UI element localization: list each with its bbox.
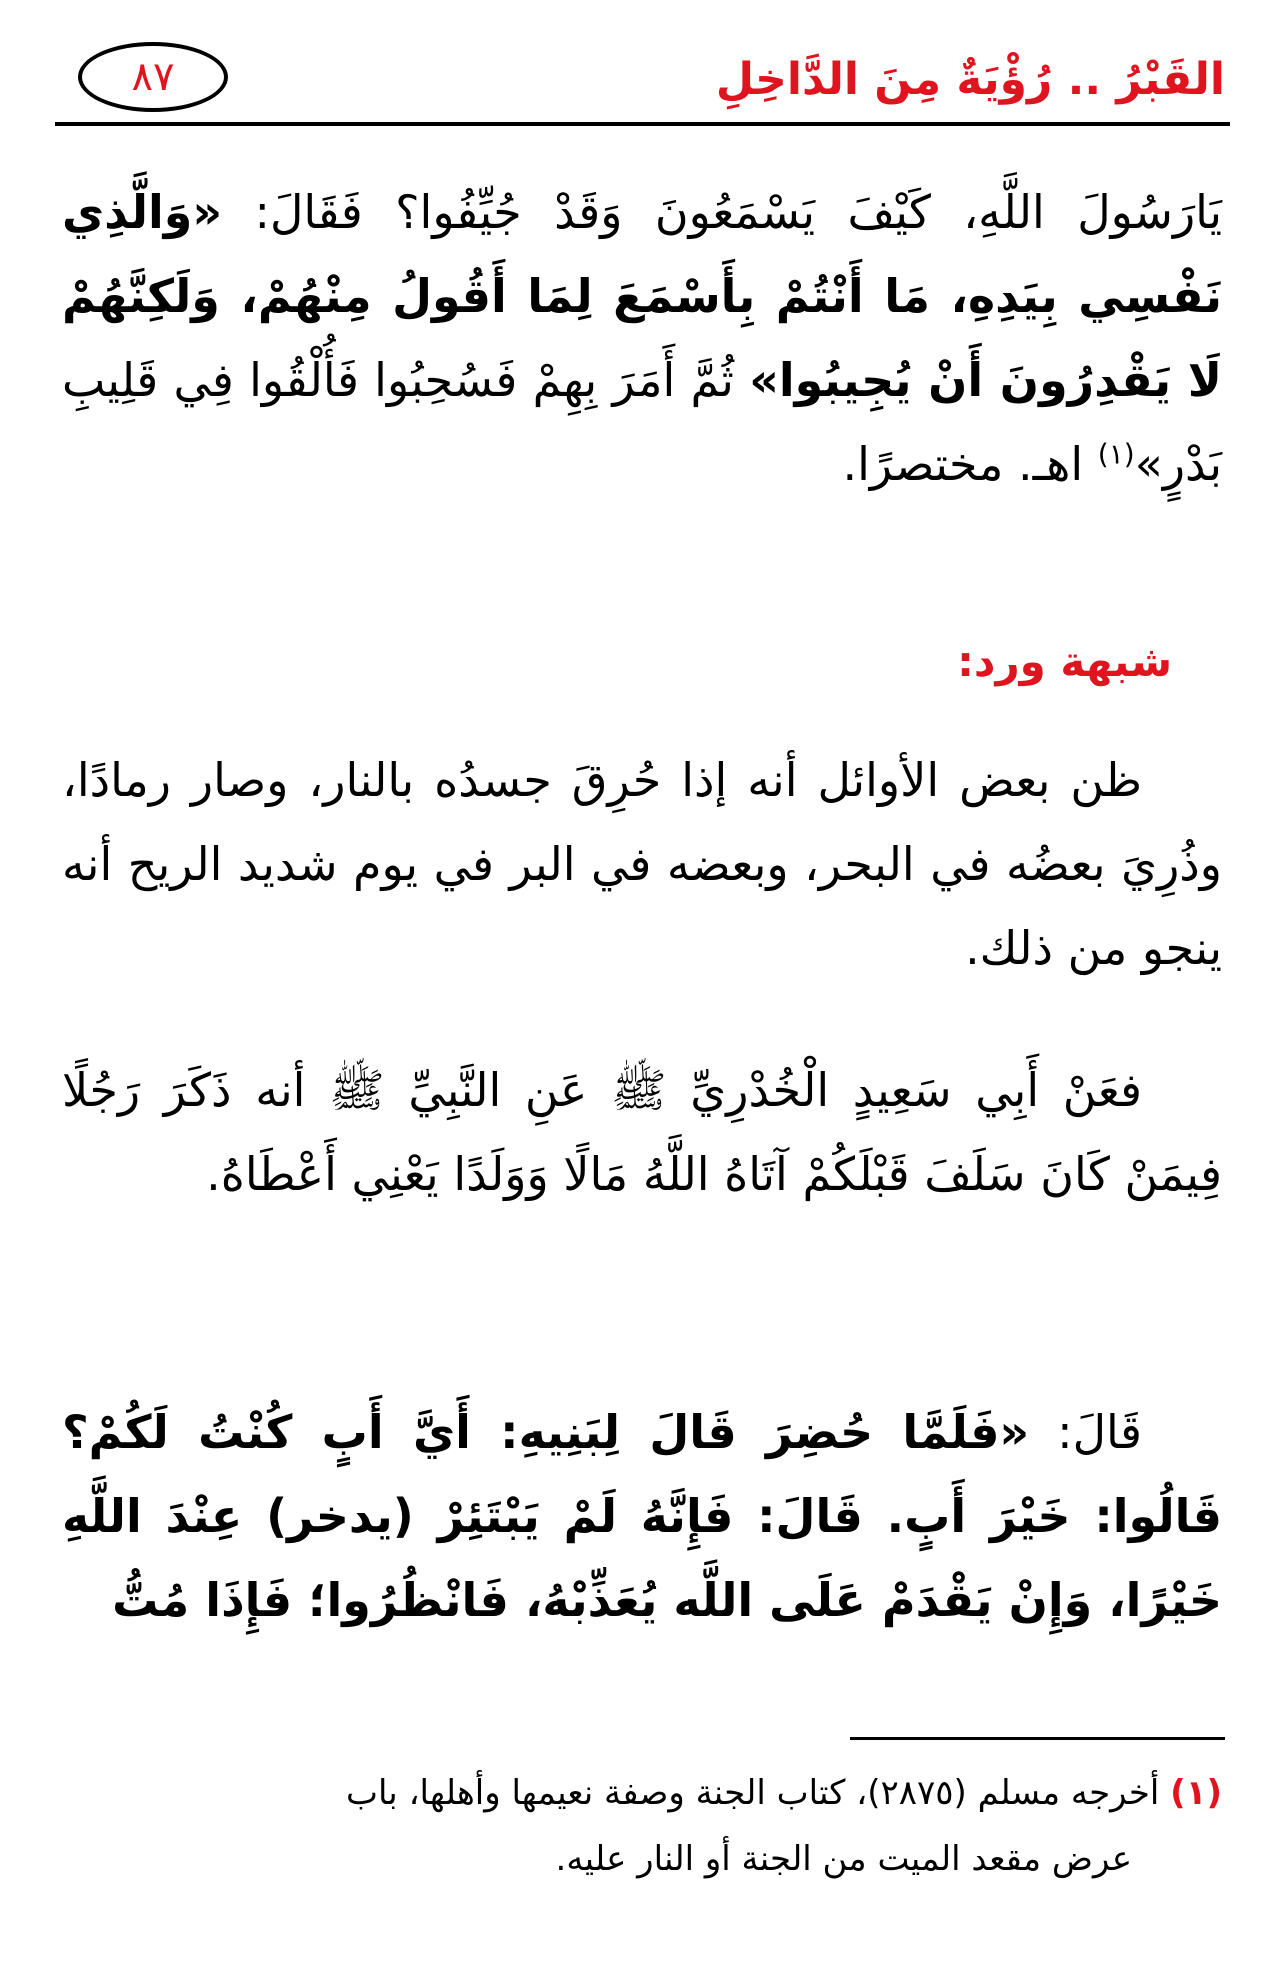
paragraph-2-text: ظن بعض الأوائل أنه إذا حُرِقَ جسدُه بالنار، وصار رمادًا، وذُرِيَ بعضُه في البحر، وبعضه في البر في يوم شديد الريح أنه ينجو من ذلك. [62, 753, 1222, 975]
paragraph-3 [62, 1048, 1222, 1216]
footnote-text: أخرجه مسلم (٢٨٧٥)، كتاب الجنة وصفة نعيمها وأهلها، باب [345, 1773, 1171, 1813]
paragraph-1-after-quote: ثُمَّ أَمَرَ بِهِمْ فَسُحِبُوا فَأُلْقُوا فِي قَلِيبِ بَدْرٍ» [62, 353, 1222, 491]
paragraph-4-quote: «فَلَمَّا حُضِرَ قَالَ لِبَنِيهِ: أَيَّ أَبٍ كُنْتُ لَكُمْ؟ قَالُوا: خَيْرَ أَبٍ. قَالَ: فَإِنَّهُ لَمْ يَبْتَئِرْ (يدخر) عِنْدَ اللَّهِ خَيْرًا، وَإِنْ يَقْدَمْ عَلَى اللَّه يُعَذِّبْهُ، فَانْظُرُوا؛ فَإِذَا مُتُّ [62, 1405, 1222, 1627]
page-header [60, 40, 1225, 130]
running-title: القَبْرُ .. رُؤْيَةٌ مِنَ الدَّاخِلِ [715, 54, 1225, 105]
section-heading-block [62, 632, 1222, 692]
section-heading: شبهة ورد: [957, 637, 1172, 686]
page-number: ٨٧ [131, 54, 175, 100]
footnote-1 [62, 1760, 1222, 1892]
hadith-quote: «وَالَّذِي نَفْسِي بِيَدِهِ، مَا أَنْتُمْ بِأَسْمَعَ لِمَا أَقُولُ مِنْهُمْ، وَلَكِنَّهُمْ لَا يَقْدِرُونَ أَنْ يُجِيبُوا» [62, 185, 1222, 407]
footnotes [62, 1760, 1222, 1892]
paragraph-1 [62, 170, 1222, 506]
paragraph-4-text [62, 1390, 1222, 1642]
paragraph-1-text [62, 170, 1222, 506]
footnote-ref-1[interactable]: (١) [1097, 437, 1135, 471]
footnote-rule [850, 1737, 1225, 1740]
paragraph-1-line1: يَارَسُولَ اللَّهِ، كَيْفَ يَسْمَعُونَ وَقَدْ جُيِّفُوا؟ فَقَالَ: [254, 185, 1222, 239]
paragraph-3-text: فعَنْ أَبِي سَعِيدٍ الْخُدْرِيِّ ﷺ عَنِ النَّبِيِّ ﷺ أنه ذَكَرَ رَجُلًا فِيمَنْ كَانَ سَلَفَ قَبْلَكُمْ آتَاهُ اللَّهُ مَالًا وَوَلَدًا يَعْنِي أَعْطَاهُ. [62, 1063, 1222, 1201]
footnote-continuation: عرض مقعد الميت من الجنة أو النار عليه. [555, 1839, 1132, 1879]
paragraph-2 [62, 738, 1222, 990]
paragraph-4 [62, 1390, 1222, 1642]
page-number-oval [78, 42, 228, 112]
paragraph-4-lead: قَالَ: [1029, 1405, 1143, 1459]
footnote-marker: (١) [1170, 1773, 1222, 1813]
paragraph-1-ending: اهـ. مختصرًا. [842, 437, 1098, 491]
header-rule [55, 122, 1230, 126]
